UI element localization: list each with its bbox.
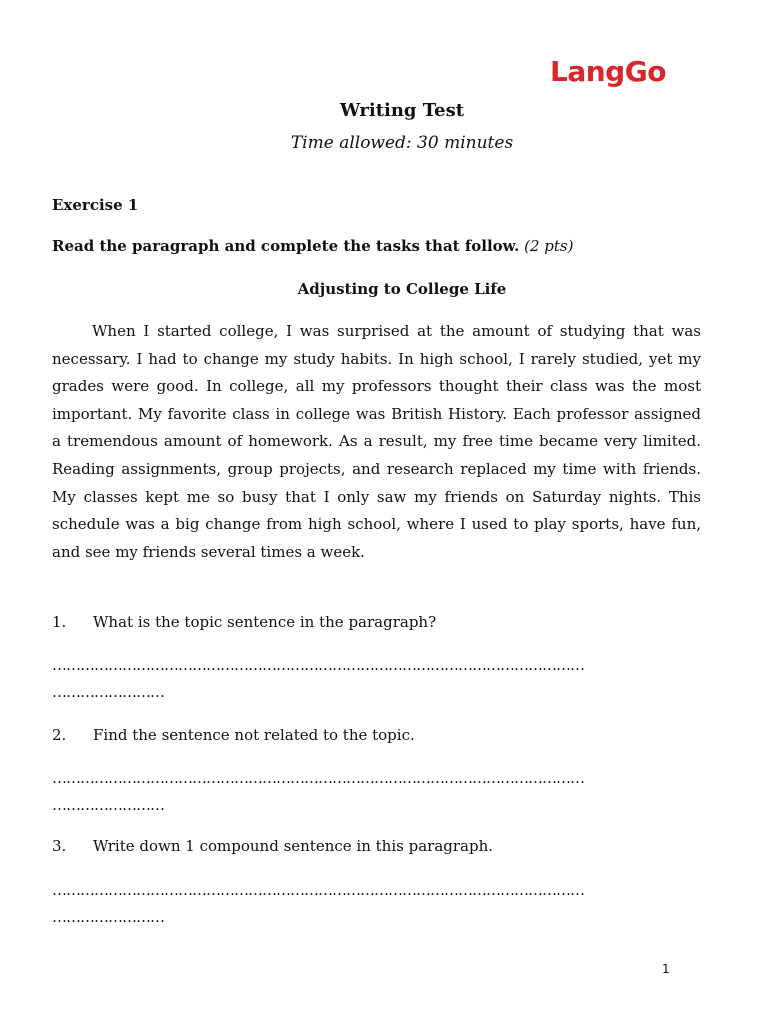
instruction-text: Read the paragraph and complete the tasks that follow. bbox=[52, 237, 520, 255]
instruction-points: (2 pts) bbox=[524, 237, 574, 255]
passage-paragraph: When I started college, I was surprised at the amount of studying that was necessary. I had to change my study habits. In high school, I rarely studied, yet my grades were good. In college, all my professors thought their class was the most important. My favorite class in college was British History. Each professor assigned a tremendous amount of homework. As a result, my free time became very limited. Reading assignments, group projects, and research replaced my time with friends. My classes kept me so busy that I only saw my friends on Saturday nights. This schedule was a big change from high school, where I used to play sports, have fun, and see my friends several times a week. bbox=[52, 322, 701, 561]
question-text: What is the topic sentence in the paragraph? bbox=[93, 613, 437, 631]
question-1 bbox=[52, 610, 701, 634]
question-number: 3. bbox=[52, 837, 67, 855]
langgo-logo: LangGo bbox=[550, 55, 666, 88]
answer-area-3[interactable] bbox=[52, 877, 692, 931]
answer-line: …………………… bbox=[52, 908, 164, 926]
time-allowed: Time allowed: 30 minutes bbox=[290, 133, 514, 153]
answer-line: …………………… bbox=[52, 683, 164, 701]
instruction bbox=[52, 234, 712, 258]
answer-line: …………………………………………………………………………………………………… bbox=[52, 656, 584, 674]
answer-line: …………………… bbox=[52, 796, 164, 814]
question-2 bbox=[52, 723, 701, 747]
page-number: 1 bbox=[662, 962, 670, 976]
question-3 bbox=[52, 834, 701, 858]
question-number: 1. bbox=[52, 613, 67, 631]
page-title: Writing Test bbox=[339, 100, 465, 121]
answer-line: …………………………………………………………………………………………………… bbox=[52, 881, 584, 899]
answer-area-1[interactable] bbox=[52, 652, 692, 706]
passage-title: Adjusting to College Life bbox=[297, 280, 507, 298]
answer-area-2[interactable] bbox=[52, 765, 692, 819]
question-text: Find the sentence not related to the topic. bbox=[93, 726, 415, 744]
exercise-heading: Exercise 1 bbox=[52, 196, 139, 214]
question-text: Write down 1 compound sentence in this paragraph. bbox=[93, 837, 494, 855]
answer-line: …………………………………………………………………………………………………… bbox=[52, 769, 584, 787]
question-number: 2. bbox=[52, 726, 67, 744]
